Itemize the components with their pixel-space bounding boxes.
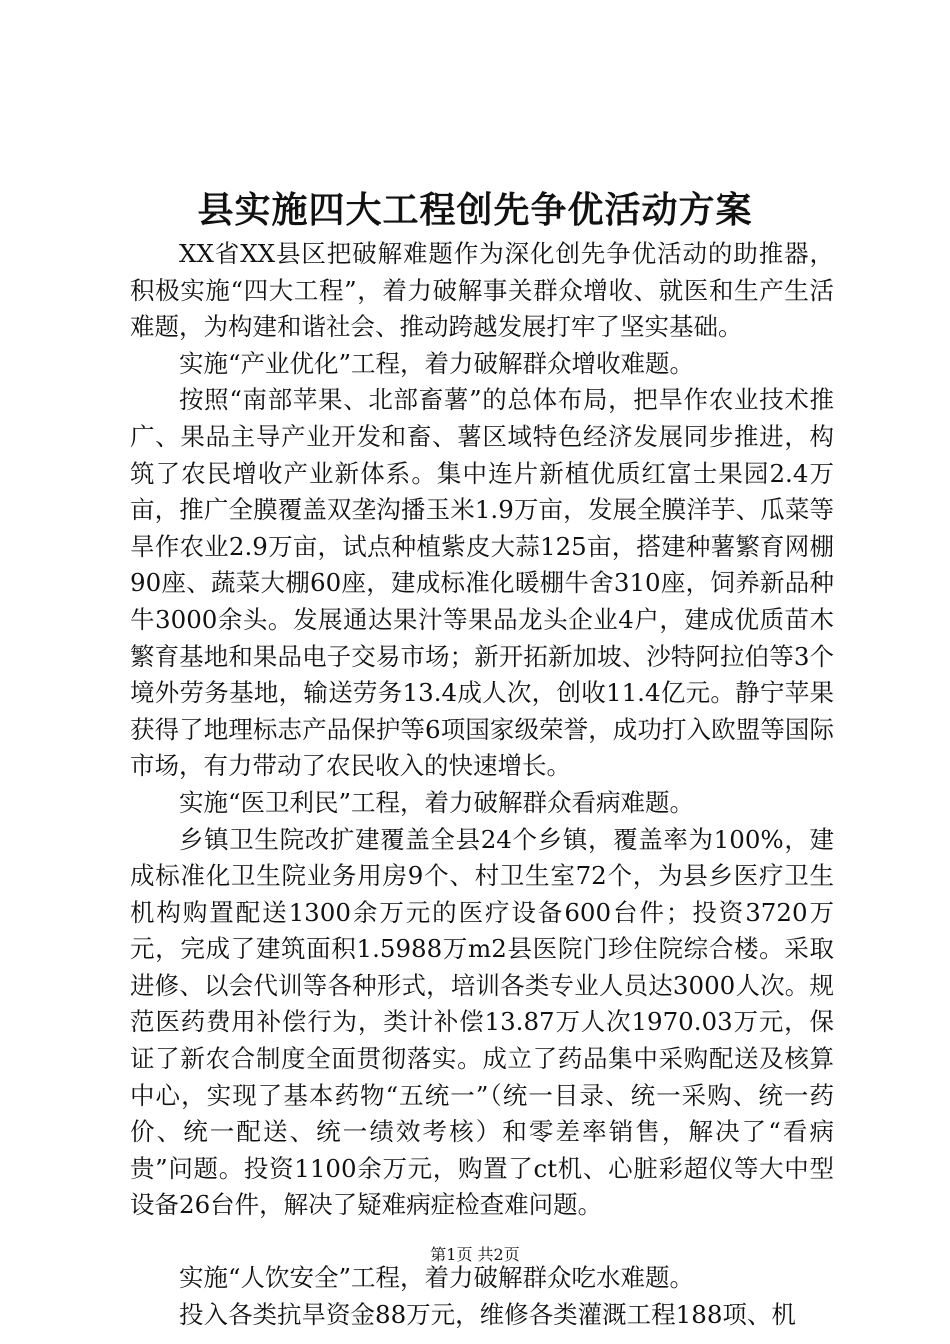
paragraph-section-heading-medical: 实施“医卫利民”工程，着力破解群众看病难题。: [179, 787, 695, 817]
paragraph-water-details: 投入各类抗旱资金88万元，维修各类灌溉工程188项、机: [179, 1299, 796, 1329]
paragraph-section-heading-industry: 实施“产业优化”工程，着力破解群众增收难题。: [179, 348, 695, 378]
paragraph-medical-details: 乡镇卫生院改扩建覆盖全县24个乡镇，覆盖率为100%，建成标准化卫生院业务用房9个、村卫生室72个，为县乡医疗卫生机构购置配送1300余万元的医疗设备600台件；投资3720万元，完成了建筑面积1.5988万m2县医院门珍住院综合楼。采取进修、以会代训等各种形式，培训各类专业人员达3000人次。规范医药费用补偿行为，类计补偿13.87万人次1970.03万元，保证了新农合制度全面贯彻落实。成立了药品集中采购配送及核算中心，实现了基本药物“五统一”（统一目录、统一采购、统一药价、统一配送、统一绩效考核）和零差率销售，解决了“看病贵”问题。投资1100余万元，购置了ct机、心脏彩超仪等大中型设备26台件，解决了疑难病症检查难问题。: [130, 824, 834, 1220]
paragraph-intro: XX省XX县区把破解难题作为深化创先争优活动的助推器，积极实施“四大工程”，着力破解事关群众增收、就医和生产生活难题，为构建和谐社会、推动跨越发展打牢了坚实基础。: [130, 239, 834, 342]
page-number-footer: 第1页 共2页: [430, 1245, 520, 1264]
paragraph-industry-details: 按照“南部苹果、北部畜薯”的总体布局，把旱作农业技术推广、果品主导产业开发和畜、薯区域特色经济发展同步推进，构筑了农民增收产业新体系。集中连片新植优质红富士果园2.4万亩，推广全膜覆盖双垄沟播玉米1.9万亩，发展全膜洋芋、瓜菜等旱作农业2.9万亩，试点种植紫皮大蒜125亩，搭建种薯繁育网棚90座、蔬菜大棚60座，建成标准化暖棚牛舍310座，饲养新品种牛3000余头。发展通达果汁等果品龙头企业4户，建成优质苗木繁育基地和果品电子交易市场；新开拓新加坡、沙特阿拉伯等3个境外劳务基地，输送劳务13.4成人次，创收11.4亿元。静宁苹果获得了地理标志产品保护等6项国家级荣誉，成功打入欧盟等国际市场，有力带动了农民收入的快速增长。: [130, 385, 834, 781]
document-body: [130, 236, 834, 1333]
document-title: 县实施四大工程创先争优活动方案: [197, 189, 753, 231]
paragraph-section-heading-water: 实施“人饮安全”工程，着力破解群众吃水难题。: [179, 1263, 695, 1293]
